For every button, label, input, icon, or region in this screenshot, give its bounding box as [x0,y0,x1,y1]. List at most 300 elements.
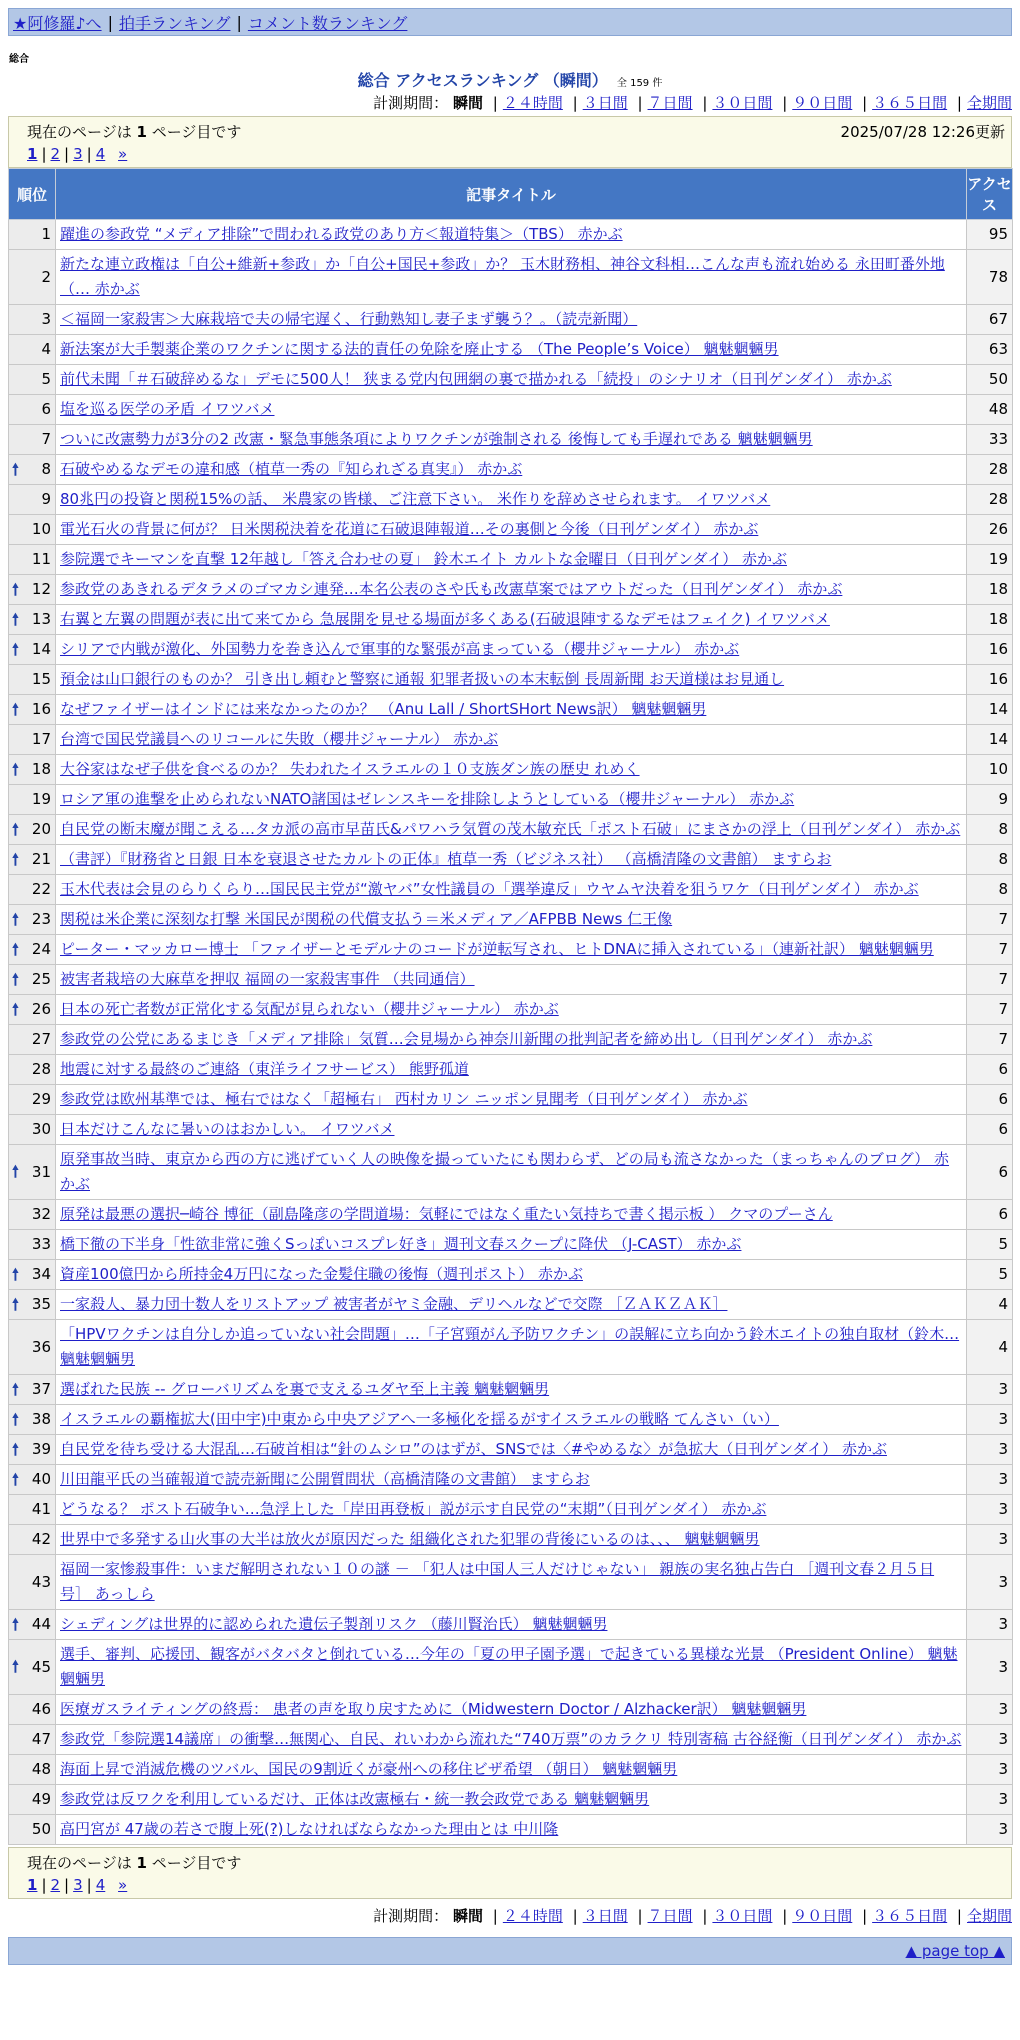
article-title-link[interactable]: 一家殺人、暴力団十数人をリストアップ 被害者がヤミ金融、デリヘルなどで交際 ［ＺＡＫＺＡＫ］ [60,1295,728,1313]
rank-cell [9,220,56,250]
table-row [9,1815,1013,1845]
title-cell [56,845,967,875]
article-title-link[interactable]: 80兆円の投資と関税15%の話、 米農家の皆様、ご注意下さい。 米作りを辞めさせられます。 イワツバメ [60,490,771,508]
article-title-link[interactable]: 参政党は反ワクを利用しているだけ、正体は改憲極右・統一教会政党である 魑魅魍魎男 [60,1790,650,1808]
rank-number: 5 [41,370,51,388]
title-cell [56,1145,967,1200]
rank-number: 20 [31,820,51,838]
table-row [9,1640,1013,1695]
rank-cell [9,545,56,575]
title-cell [56,1610,967,1640]
rank-number: 16 [31,700,51,718]
article-title-link[interactable]: 塩を巡る医学の矛盾 イワツバメ [60,400,275,418]
article-title-link[interactable]: 福岡一家惨殺事件：いまだ解明されない１０の謎 － 「犯人は中国人三人だけじゃない」 親族の実名独占告白 ［週刊文春２月５日号］ あっしら [60,1560,935,1603]
table-row [9,1405,1013,1435]
table-row [9,1115,1013,1145]
ranking-table [8,168,1013,1845]
rank-number: 49 [31,1790,51,1808]
access-count: 3 [967,1725,1013,1755]
article-title-link[interactable]: 参政党は欧州基準では、極右ではなく「超極右」 西村カリン ニッポン見聞考（日刊ゲンダイ） 赤かぶ [60,1090,748,1108]
access-count: 9 [967,785,1013,815]
title-cell [56,1755,967,1785]
article-title-link[interactable]: なぜファイザーはインドには来なかったのか？ （Anu Lall / ShortSHort News訳） 魑魅魍魎男 [60,700,707,718]
access-count: 3 [967,1785,1013,1815]
access-count: 4 [967,1320,1013,1375]
title-cell [56,1555,967,1610]
rank-up-arrow-icon: 🠕 [12,969,19,989]
rank-cell [9,605,56,635]
rank-cell [9,725,56,755]
table-row [9,1555,1013,1610]
access-count: 14 [967,695,1013,725]
nav-separator: | [107,12,113,32]
current-page-info: 現在のページは 1 ページ目です [27,1854,242,1872]
rank-number: 30 [31,1120,51,1138]
page-title: 総合 アクセスランキング （瞬間） [357,71,608,90]
access-count: 6 [967,1200,1013,1230]
title-cell [56,815,967,845]
page-link-next[interactable]: » [118,1876,128,1894]
rank-up-arrow-icon: 🠕 [12,999,19,1019]
page-link-1[interactable]: 1 [27,145,38,163]
rank-cell [9,1555,56,1610]
page-links: 1 | 2 | 3 | 4 » [27,1876,128,1894]
top-nav-bar [8,8,1012,36]
table-row [9,485,1013,515]
rank-cell [9,1290,56,1320]
page-link-3[interactable]: 3 [73,1876,83,1894]
rank-cell [9,1025,56,1055]
access-count: 50 [967,365,1013,395]
rank-cell [9,1525,56,1555]
rank-cell [9,965,56,995]
rank-cell [9,1610,56,1640]
article-title-link[interactable]: 参政党のあきれるデタラメのゴマカシ連発…本名公表のさや氏も改憲草案ではアウトだった（日刊ゲンダイ） 赤かぶ [60,580,843,598]
rank-up-arrow-icon: 🠕 [12,849,19,869]
page-link-3[interactable]: 3 [73,145,83,163]
article-title-link[interactable]: 高円宮が 47歳の若さで腹上死(?)しなければならなかった理由とは 中川隆 [60,1820,559,1838]
rank-up-arrow-icon: 🠕 [12,939,19,959]
access-count: 95 [967,220,1013,250]
title-cell [56,1495,967,1525]
table-row [9,1145,1013,1200]
rank-cell [9,395,56,425]
rank-cell [9,1405,56,1435]
access-count: 16 [967,635,1013,665]
title-cell [56,455,967,485]
table-row [9,1230,1013,1260]
access-count: 18 [967,605,1013,635]
article-title-link[interactable]: シリアで内戦が激化、外国勢力を巻き込んで軍事的な緊張が高まっている（櫻井ジャーナル） 赤かぶ [60,640,740,658]
rank-number: 38 [31,1410,51,1428]
rank-number: 6 [41,400,51,418]
title-cell [56,335,967,365]
page-link-2[interactable]: 2 [50,145,61,163]
rank-cell [9,1115,56,1145]
title-cell [56,575,967,605]
title-cell [56,1405,967,1435]
access-count: 8 [967,815,1013,845]
title-cell [56,695,967,725]
article-title-link[interactable]: ついに改憲勢力が3分の2 改憲・緊急事態条項によりワクチンが強制される 後悔しても手遅れである 魑魅魍魎男 [60,430,813,448]
rank-up-arrow-icon: 🠕 [12,1162,19,1181]
page-links: 1 | 2 | 3 | 4 » [27,145,128,163]
article-title-link[interactable]: 日本の死亡者数が正常化する気配が見られない（櫻井ジャーナル） 赤かぶ [60,1000,559,1018]
period-link-30d[interactable]: ３０日間 [712,94,773,112]
title-cell [56,250,967,305]
title-cell [56,1115,967,1145]
access-count: 8 [967,845,1013,875]
period-label: 計測期間： [373,1907,449,1925]
access-count: 7 [967,935,1013,965]
title-cell [56,1260,967,1290]
title-cell [56,1465,967,1495]
title-cell [56,875,967,905]
article-title-link[interactable]: 新たな連立政権は「自公+維新+参政」か「自公+国民+参政」か？ 玉木財務相、神谷文科相…こんな声も流れ始める 永田町番外地（… 赤かぶ [60,255,945,298]
page-link-next[interactable]: » [118,145,128,163]
article-title-link[interactable]: ロシア軍の進撃を止められないNATO諸国はゼレンスキーを排除しようとしている（櫻井ジャーナル） 赤かぶ [60,790,795,808]
rank-number: 27 [31,1030,51,1048]
table-row [9,335,1013,365]
rank-number: 15 [31,670,51,688]
rank-number: 21 [31,850,51,868]
table-row [9,1260,1013,1290]
rank-number: 28 [31,1060,51,1078]
access-count: 28 [967,455,1013,485]
title-cell [56,965,967,995]
rank-number: 22 [31,880,51,898]
period-link-365d[interactable]: ３６５日間 [872,1907,948,1925]
table-row [9,1755,1013,1785]
home-link[interactable]: ★阿修羅♪へ [13,13,102,33]
rank-cell [9,1260,56,1290]
article-title-link[interactable]: 台湾で国民党議員へのリコールに失敗（櫻井ジャーナル） 赤かぶ [60,730,499,748]
title-cell [56,755,967,785]
rank-number: 46 [31,1700,51,1718]
rank-number: 42 [31,1530,51,1548]
rank-cell [9,845,56,875]
title-cell [56,1435,967,1465]
rank-cell [9,575,56,605]
article-title-link[interactable]: シェディングは世界的に認められた遺伝子製剤リスク （藤川賢治氏） 魑魅魍魎男 [60,1615,608,1633]
section-label: 総合 [9,54,29,65]
rank-cell [9,455,56,485]
article-title-link[interactable]: 世界中で多発する山火事の大半は放火が原因だった 組織化された犯罪の背後にいるのは、、、 魑魅魍魎男 [60,1530,760,1548]
rank-number: 44 [31,1615,51,1633]
article-title-link[interactable]: 原発は最悪の選択─崎谷 博征（副島隆彦の学問道場：気軽にではなく重たい気持ちで書く掲示板 ） クマのプーさん [60,1205,833,1223]
title-cell [56,605,967,635]
rank-cell [9,695,56,725]
access-count: 18 [967,575,1013,605]
title-cell [56,1230,967,1260]
title-cell [56,1055,967,1085]
rank-up-arrow-icon: 🠕 [12,1614,19,1634]
period-link-365d[interactable]: ３６５日間 [872,94,948,112]
article-title-link[interactable]: 大谷家はなぜ子供を食べるのか？ 失われたイスラエルの１０支族ダン族の歴史 れめく [60,760,640,778]
title-cell [56,1525,967,1555]
table-row [9,1610,1013,1640]
rank-number: 35 [31,1295,51,1313]
table-row [9,935,1013,965]
table-row [9,1320,1013,1375]
article-title-link[interactable]: 参政党の公党にあるまじき「メディア排除」気質…会見場から神奈川新聞の批判記者を締め出し（日刊ゲンダイ） 赤かぶ [60,1030,873,1048]
rank-cell [9,1785,56,1815]
rank-up-arrow-icon: 🠕 [12,1379,19,1399]
rank-cell [9,1055,56,1085]
table-row [9,1695,1013,1725]
rank-number: 19 [31,790,51,808]
rank-cell [9,1200,56,1230]
table-row [9,365,1013,395]
period-link-24h[interactable]: ２４時間 [502,1907,563,1925]
access-count: 10 [967,755,1013,785]
article-title-link[interactable]: 医療ガスライティングの終焉： 患者の声を取り戻すために（Midwestern Doctor / Alzhacker訳） 魑魅魍魎男 [60,1700,807,1718]
period-current: 瞬間 [452,1907,483,1925]
access-count: 3 [967,1640,1013,1695]
rank-number: 24 [31,940,51,958]
article-title-link[interactable]: 「HPVワクチンは自分しか追っていない社会問題」…「子宮頸がん予防ワクチン」の誤解に立ち向かう鈴木エイトの独自取材（鈴木… 魑魅魍魎男 [60,1325,960,1368]
article-title-link[interactable]: 橋下徹の下半身「性欲非常に強くSっぽいコスプレ好き」週刊文春スクープに降伏 （J-CAST） 赤かぶ [60,1235,742,1253]
period-current: 瞬間 [452,94,483,112]
rank-cell [9,1375,56,1405]
rank-cell [9,305,56,335]
header-title: 記事タイトル [56,169,967,220]
rank-number: 40 [31,1470,51,1488]
table-row [9,815,1013,845]
rank-up-arrow-icon: 🠕 [12,1294,19,1314]
table-row [9,425,1013,455]
rank-number: 26 [31,1000,51,1018]
table-row [9,455,1013,485]
nav-separator: | [236,12,242,32]
article-title-link[interactable]: 右翼と左翼の問題が表に出て来てから 急展開を見せる場面が多くある(石破退陣するなデモはフェイク) イワツバメ [60,610,830,628]
period-selector-bottom: 計測期間： 瞬間 | ２４時間 | ３日間 | ７日間 | ３０日間 | ９０日間 | ３６５日間 | 全期間 [373,1907,1012,1925]
pager-bottom [8,1847,1012,1899]
rank-number: 1 [41,225,51,243]
access-count: 6 [967,1085,1013,1115]
rank-cell [9,335,56,365]
article-title-link[interactable]: 石破やめるなデモの違和感（植草一秀の『知られざる真実』） 赤かぶ [60,460,523,478]
rank-up-arrow-icon: 🠕 [12,459,19,479]
rank-up-arrow-icon: 🠕 [12,909,19,929]
access-count: 3 [967,1465,1013,1495]
table-row [9,545,1013,575]
article-title-link[interactable]: 海面上昇で消滅危機のツバル、国民の9割近くが豪州への移住ビザ希望 （朝日） 魑魅魍魎男 [60,1760,678,1778]
rank-up-arrow-icon: 🠕 [12,699,19,719]
article-title-link[interactable]: イスラエルの覇権拡大(田中宇)中東から中央アジアへ一多極化を揺るがすイスラエルの戦略 てんさい（い） [60,1410,779,1428]
article-title-link[interactable]: （書評）『財務省と日銀 日本を衰退させたカルトの正体』植草一秀（ビジネス社） （高橋清隆の文書館） ますらお [60,850,832,868]
rank-number: 11 [31,550,51,568]
updated-timestamp: 2025/07/28 12:26更新 [840,123,1005,141]
header-rank: 順位 [9,169,56,220]
article-title-link[interactable]: 参政党「参院選14議席」の衝撃…無関心、自民、れいわから流れた“740万票”のカラクリ 特別寄稿 古谷経衡（日刊ゲンダイ） 赤かぶ [60,1730,962,1748]
title-cell [56,1375,967,1405]
page-link-1[interactable]: 1 [27,1876,38,1894]
rank-cell [9,515,56,545]
article-title-link[interactable]: 前代未聞「＃石破辞めるな」デモに500人！ 狭まる党内包囲網の裏で描かれる「続投」のシナリオ（日刊ゲンダイ） 赤かぶ [60,370,892,388]
access-count: 4 [967,1290,1013,1320]
access-count: 14 [967,725,1013,755]
page-link-4[interactable]: 4 [95,1876,106,1894]
rank-cell [9,250,56,305]
header-access: アクセス [967,169,1013,220]
title-cell [56,485,967,515]
rank-number: 31 [31,1162,51,1181]
table-row [9,395,1013,425]
table-row [9,995,1013,1025]
article-title-link[interactable]: 被害者栽培の大麻草を押収 福岡の一家殺害事件 （共同通信） [60,970,475,988]
rank-number: 47 [31,1730,51,1748]
article-title-link[interactable]: ピーター・マッカロー博士 「ファイザーとモデルナのコードが逆転写され、ヒトDNAに挿入されている」（連新社訳） 魑魅魍魎男 [60,940,934,958]
table-row [9,695,1013,725]
rank-cell [9,1495,56,1525]
title-cell [56,1695,967,1725]
title-cell [56,725,967,755]
article-title-link[interactable]: ＜福岡一家殺害＞大麻栽培で夫の帰宅遅く、行動熟知し妻子まず襲う？。（読売新聞） [60,310,638,328]
rank-up-arrow-icon: 🠕 [12,759,19,779]
rank-cell [9,815,56,845]
period-link-3d[interactable]: ３日間 [582,94,628,112]
period-link-all[interactable]: 全期間 [966,94,1012,112]
access-count: 7 [967,965,1013,995]
title-cell [56,1725,967,1755]
table-row [9,575,1013,605]
table-row [9,905,1013,935]
rank-cell [9,665,56,695]
article-title-link[interactable]: 資産100億円から所持金4万円になった金髪住職の後悔（週刊ポスト） 赤かぶ [60,1265,583,1283]
rank-up-arrow-icon: 🠕 [12,1409,19,1429]
rank-number: 10 [31,520,51,538]
table-row [9,1290,1013,1320]
period-link-90d[interactable]: ９０日間 [792,1907,853,1925]
table-row [9,1525,1013,1555]
total-count: 全 159 件 [616,78,663,89]
period-link-all[interactable]: 全期間 [966,1907,1012,1925]
access-count: 5 [967,1260,1013,1290]
table-row [9,250,1013,305]
rank-cell [9,1465,56,1495]
rank-cell [9,1695,56,1725]
table-row [9,220,1013,250]
rank-cell [9,935,56,965]
table-row [9,1025,1013,1055]
article-title-link[interactable]: 地震に対する最終のご連絡（東洋ライフサービス） 熊野孤道 [60,1060,469,1078]
access-count: 3 [967,1435,1013,1465]
title-cell [56,425,967,455]
period-selector-top: 計測期間： 瞬間 | ２４時間 | ３日間 | ７日間 | ３０日間 | ９０日間 | ３６５日間 | 全期間 [373,94,1012,112]
access-count: 3 [967,1405,1013,1435]
article-title-link[interactable]: 原発事故当時、東京から西の方に逃げていく人の映像を撮っていたにも関わらず、どの局も流さなかった（まっちゃんのブログ） 赤かぶ [60,1150,950,1193]
rank-number: 36 [31,1337,51,1356]
comment-ranking-link[interactable]: コメント数ランキング [247,13,408,33]
rank-cell [9,1230,56,1260]
access-count: 7 [967,1025,1013,1055]
rank-number: 7 [41,430,51,448]
rank-cell [9,485,56,515]
title-cell [56,785,967,815]
article-title-link[interactable]: 日本だけこんなに暑いのはおかしい。 イワツバメ [60,1120,395,1138]
title-cell [56,1290,967,1320]
period-link-7d[interactable]: ７日間 [647,94,693,112]
rank-cell [9,905,56,935]
rank-number: 2 [41,267,51,286]
rank-cell [9,425,56,455]
table-row [9,875,1013,905]
period-link-7d[interactable]: ７日間 [647,1907,693,1925]
title-cell [56,365,967,395]
article-title-link[interactable]: 自民党を待ち受ける大混乱…石破首相は“針のムシロ”のはずが、SNSでは〈#やめるな〉が急拡大（日刊ゲンダイ） 赤かぶ [60,1440,887,1458]
access-count: 33 [967,425,1013,455]
rank-cell [9,1435,56,1465]
heading-row [0,68,1020,90]
period-link-3d[interactable]: ３日間 [582,1907,628,1925]
table-row [9,1085,1013,1115]
article-title-link[interactable]: 自民党の断末魔が聞こえる…タカ派の高市早苗氏&パワハラ気質の茂木敏充氏「ポスト石破」にまさかの浮上（日刊ゲンダイ） 赤かぶ [60,820,961,838]
table-row [9,605,1013,635]
article-title-link[interactable]: 新法案が大手製薬企業のワクチンに関する法的責任の免除を廃止する （The People’s Voice） 魑魅魍魎男 [60,340,779,358]
rank-cell [9,1320,56,1375]
rank-up-arrow-icon: 🠕 [12,639,19,659]
table-row [9,1495,1013,1525]
page-top-link[interactable]: ▲ page top ▲ [905,1942,1005,1960]
title-cell [56,995,967,1025]
access-count: 6 [967,1055,1013,1085]
pager-top [8,116,1012,168]
title-cell [56,665,967,695]
table-row [9,1435,1013,1465]
rank-cell [9,1145,56,1200]
page-link-2[interactable]: 2 [50,1876,61,1894]
access-count: 26 [967,515,1013,545]
article-title-link[interactable]: 川田龍平氏の当確報道で読売新聞に公開質問状（高橋清隆の文書館） ますらお [60,1470,590,1488]
access-count: 19 [967,545,1013,575]
article-title-link[interactable]: 電光石火の背景に何が？ 日米関税決着を花道に石破退陣報道…その裏側と今後（日刊ゲンダイ） 赤かぶ [60,520,759,538]
table-row [9,725,1013,755]
rank-number: 3 [41,310,51,328]
rank-number: 14 [31,640,51,658]
rank-number: 39 [31,1440,51,1458]
article-title-link[interactable]: どうなる？ ポスト石破争い…急浮上した「岸田再登板」説が示す自民党の“末期”（日刊ゲンダイ） 赤かぶ [60,1500,767,1518]
article-title-link[interactable]: 選ばれた民族 -- グローバリズムを裏で支えるユダヤ至上主義 魑魅魍魎男 [60,1380,550,1398]
page-link-4[interactable]: 4 [95,145,106,163]
access-count: 6 [967,1145,1013,1200]
rank-number: 33 [31,1235,51,1253]
article-title-link[interactable]: 選手、審判、応援団、観客がバタバタと倒れている…今年の「夏の甲子園予選」で起きている異様な光景 （President Online） 魑魅魍魎男 [60,1645,958,1688]
article-title-link[interactable]: 預金は山口銀行のものか？ 引き出し頼むと警察に通報 犯罪者扱いの本末転倒 長周新聞 お天道様はお見通し [60,670,785,688]
article-title-link[interactable]: 躍進の参政党 “メディア排除”で問われる政党のあり方＜報道特集＞（TBS） 赤かぶ [60,225,623,243]
rank-cell [9,875,56,905]
table-row [9,1725,1013,1755]
period-link-90d[interactable]: ９０日間 [792,94,853,112]
title-cell [56,635,967,665]
period-link-30d[interactable]: ３０日間 [712,1907,773,1925]
title-cell [56,1815,967,1845]
rank-number: 12 [31,580,51,598]
access-count: 3 [967,1695,1013,1725]
period-label: 計測期間： [373,94,449,112]
rank-up-arrow-icon: 🠕 [12,819,19,839]
table-row [9,785,1013,815]
article-title-link[interactable]: 参院選でキーマンを直撃 12年越し「答え合わせの夏」 鈴木エイト カルトな金曜日（日刊ゲンダイ） 赤かぶ [60,550,787,568]
period-link-24h[interactable]: ２４時間 [502,94,563,112]
applause-ranking-link[interactable]: 拍手ランキング [118,13,231,33]
rank-cell [9,1755,56,1785]
article-title-link[interactable]: 玉木代表は会見のらりくらり…国民民主党が“激ヤバ”女性議員の「選挙違反」ウヤムヤ決着を狙うワケ（日刊ゲンダイ） 赤かぶ [60,880,919,898]
article-title-link[interactable]: 関税は米企業に深刻な打撃 米国民が関税の代償支払う＝米メディア／AFPBB News 仁王像 [60,910,673,928]
table-row [9,1785,1013,1815]
access-count: 5 [967,1230,1013,1260]
rank-number: 43 [31,1572,51,1591]
